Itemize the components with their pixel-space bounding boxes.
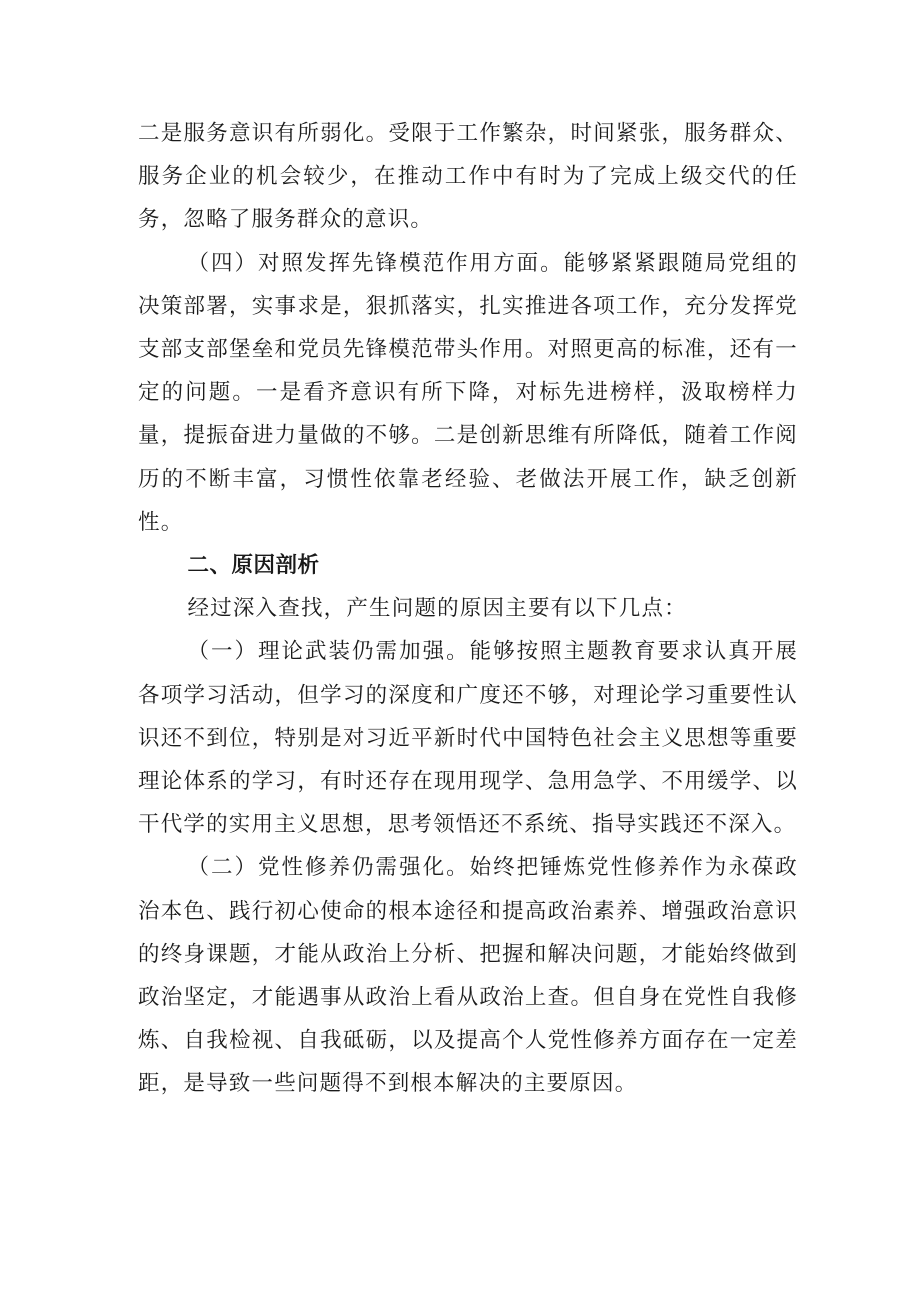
section-heading-cause-analysis: 二、原因剖析 — [187, 553, 320, 579]
paragraph-party-spirit: （二）党性修养仍需强化。始终把锤炼党性修养作为永葆政治本色、践行初心使命的根本途径和提高政治素养、增强政治意识的终身课题，才能从政治上分析、把握和解决问题，才能始终做到政治坚定，才能遇事从政治上看从政治上查。但自身在党性自我修炼、自我检视、自我砥砺，以及提高个人党性修养方面存在一定差距，是导致一些问题得不到根本解决的主要原因。 — [138, 855, 798, 1097]
document-body — [138, 112, 798, 1106]
paragraph-theory-armament: （一）理论武装仍需加强。能够按照主题教育要求认真开展各项学习活动，但学习的深度和广度还不够，对理论学习重要性认识还不到位，特别是对习近平新时代中国特色社会主义思想等重要理论体系的学习，有时还存在现用现学、急用急学、不用缓学、以干代学的实用主义思想，思考领悟还不系统、指导实践还不深入。 — [138, 639, 798, 838]
paragraph-cause-intro: 经过深入查找，产生问题的原因主要有以下几点： — [187, 596, 687, 622]
paragraph-service-awareness: 二是服务意识有所弱化。受限于工作繁杂，时间紧张，服务群众、服务企业的机会较少，在推动工作中有时为了完成上级交代的任务，忽略了服务群众的意识。 — [138, 121, 798, 233]
paragraph-vanguard-role: （四）对照发挥先锋模范作用方面。能够紧紧跟随局党组的决策部署，实事求是，狠抓落实，扎实推进各项工作，充分发挥党支部支部堡垒和党员先锋模范带头作用。对照更高的标准，还有一定的问题。一是看齐意识有所下降，对标先进榜样，汲取榜样力量，提振奋进力量做的不够。二是创新思维有所降低，随着工作阅历的不断丰富，习惯性依靠老经验、老做法开展工作，缺乏创新性。 — [138, 250, 798, 535]
